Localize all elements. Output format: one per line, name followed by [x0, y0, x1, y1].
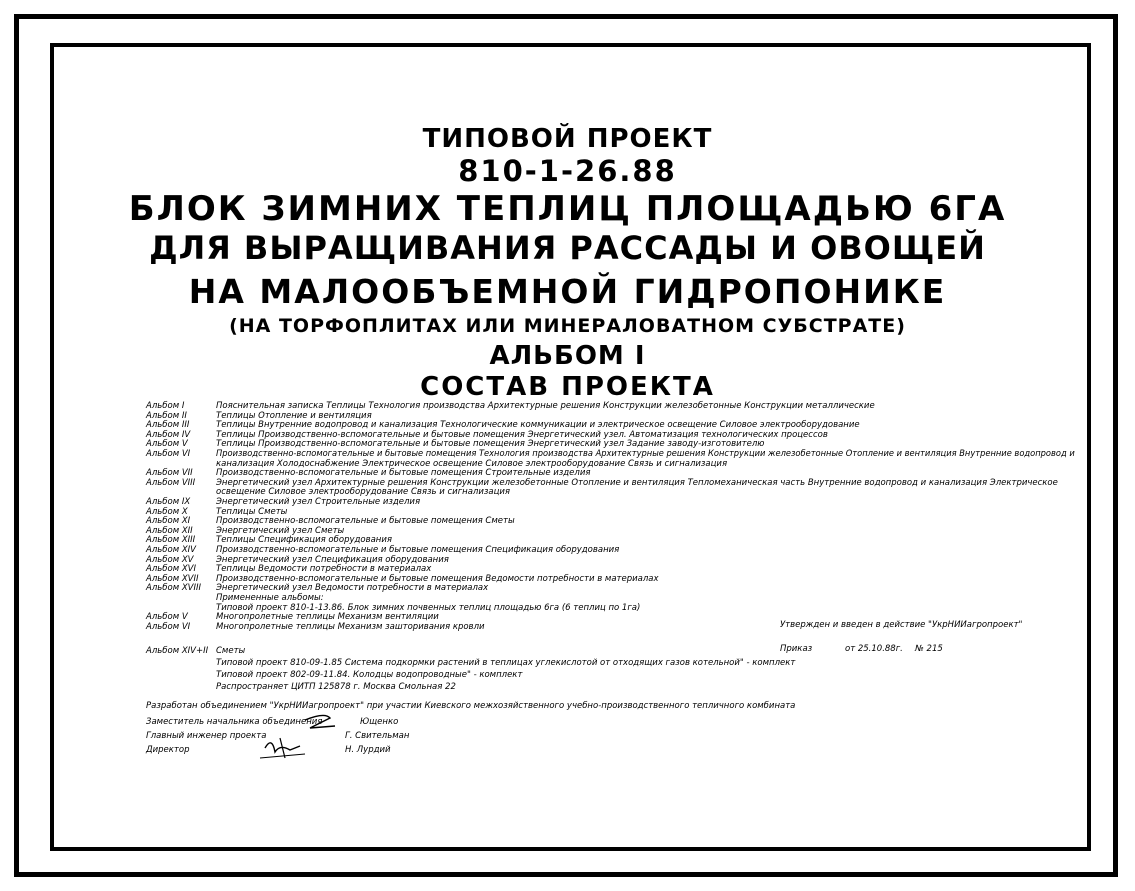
album-description: Пояснительная записка Теплицы Технология производства Архитектурные решения Конструкции железобетонные Конструкции металлические	[216, 401, 875, 411]
album-description: Энергетический узел Сметы	[216, 526, 345, 536]
signature-role-chief-engineer: Главный инженер проекта	[146, 731, 267, 741]
title-line-hydroponics: НА МАЛООБЪЕМНОЙ ГИДРОПОНИКЕ	[188, 272, 947, 311]
album-label: Альбом VI	[146, 449, 191, 459]
title-line-block: БЛОК ЗИМНИХ ТЕПЛИЦ ПЛОЩАДЬЮ 6ГА	[128, 189, 1007, 229]
signature-role-director: Директор	[146, 745, 190, 755]
album-label: Альбом III	[146, 420, 190, 430]
signature-name-director: Н. Лурдий	[345, 745, 391, 755]
album-description: Производственно-вспомогательные и бытовые помещения Спецификация оборудования	[216, 545, 620, 555]
approval-text: Утвержден и введен в действие "УкрНИИагропроект"	[780, 620, 1023, 630]
approval-order: Приказ	[780, 644, 813, 654]
album-description: освещение Силовое электрооборудование Связь и сигнализация	[216, 487, 511, 497]
approval-number: № 215	[915, 644, 943, 654]
signature-name-chief-engineer: Г. Свительман	[345, 731, 410, 741]
album-label: Альбом IX	[146, 497, 191, 507]
project-number: 810-1-26.88	[458, 154, 677, 188]
album-description: Энергетический узел Ведомости потребности в материалах	[216, 583, 489, 593]
album-description: Типовой проект 810-1-13.86. Блок зимних почвенных теплиц площадью 6га (6 теплиц по 1га)	[216, 603, 641, 613]
title-line-purpose: ДЛЯ ВЫРАЩИВАНИЯ РАССАДЫ И ОВОЩЕЙ	[149, 229, 986, 267]
album-description: Производственно-вспомогательные и бытовые помещения Строительные изделия	[216, 468, 591, 478]
album-title: АЛЬБОМ I	[489, 341, 646, 371]
album-xiv-text: Сметы	[216, 646, 246, 656]
album-xiv-label: Альбом XIV+II	[146, 646, 209, 656]
album-label: Альбом XV	[146, 555, 194, 565]
album-description: Энергетический узел Строительные изделия	[216, 497, 421, 507]
album-description: Многопролетные теплицы Механизм вентиляции	[216, 612, 439, 622]
album-label: Альбом VII	[146, 468, 193, 478]
album-description: Производственно-вспомогательные и бытовые помещения Сметы	[216, 516, 515, 526]
handwritten-signatures	[250, 708, 360, 768]
album-description: Теплицы Отопление и вентиляция	[216, 411, 372, 421]
album-label: Альбом XIV	[146, 545, 196, 555]
album-description: Теплицы Спецификация оборудования	[216, 535, 392, 545]
album-label: Альбом V	[146, 439, 188, 449]
album-label: Альбом X	[146, 507, 188, 517]
album-label: Альбом IV	[146, 430, 191, 440]
album-label: Альбом XVII	[146, 574, 199, 584]
album-label: Альбом XVI	[146, 564, 196, 574]
album-description: канализация Холодоснабжение Электрическое освещение Силовое электрооборудование Связь и сигнализация	[216, 459, 728, 469]
title-line-substrate: (НА ТОРФОПЛИТАХ ИЛИ МИНЕРАЛОВАТНОМ СУБСТРАТЕ)	[229, 315, 906, 337]
reference-line-2: Типовой проект 802-09-11.84. Колодцы водопроводные" - комплект	[216, 670, 523, 680]
album-label: Альбом VIII	[146, 478, 196, 488]
album-description: Теплицы Производственно-вспомогательные и бытовые помещения Энергетический узел Задание заводу-изготовителю	[216, 439, 765, 449]
album-label: Альбом XI	[146, 516, 191, 526]
signature-role-deputy: Заместитель начальника объединения	[146, 717, 323, 727]
album-label: Альбом VI	[146, 622, 191, 632]
contents-title: СОСТАВ ПРОЕКТА	[420, 372, 715, 402]
title-typical-project: ТИПОВОЙ ПРОЕКТ	[422, 124, 713, 154]
album-label: Альбом II	[146, 411, 187, 421]
album-description: Теплицы Ведомости потребности в материалах	[216, 564, 432, 574]
developer-line: Разработан объединением "УкрНИИагропроект" при участии Киевского межхозяйственного учебно-производственного тепличного комбината	[146, 701, 796, 711]
approval-date: от 25.10.88г.	[845, 644, 903, 654]
album-label: Альбом XVIII	[146, 583, 201, 593]
reference-line-1: Типовой проект 810-09-1.85 Система подкормки растений в теплицах углекислотой от отходящих газов котельной" - комплект	[216, 658, 796, 668]
album-label: Альбом V	[146, 612, 188, 622]
album-description: Теплицы Производственно-вспомогательные и бытовые помещения Энергетический узел. Автоматизация технологических процессов	[216, 430, 828, 440]
album-description: Многопролетные теплицы Механизм зашторивания кровли	[216, 622, 485, 632]
album-description: Производственно-вспомогательные и бытовые помещения Технология производства Архитектурные решения Конструкции железобетонные Отопление и вентиляция Внутренние водопровод и	[216, 449, 1075, 459]
album-label: Альбом I	[146, 401, 185, 411]
reference-line-3: Распространяет ЦИТП 125878 г. Москва Смольная 22	[216, 682, 456, 692]
album-description: Теплицы Внутренние водопровод и канализация Технологические коммуникации и электрическое освещение Силовое электрооборудование	[216, 420, 860, 430]
album-label: Альбом XIII	[146, 535, 196, 545]
signature-name-deputy: Ющенко	[360, 717, 399, 727]
album-description: Теплицы Сметы	[216, 507, 288, 517]
album-description: Энергетический узел Архитектурные решения Конструкции железобетонные Отопление и вентиляция Тепломеханическая часть Внутренние водопровод и канализация Электрическое	[216, 478, 1058, 488]
album-description: Энергетический узел Спецификация оборудования	[216, 555, 449, 565]
album-description: Примененные альбомы:	[216, 593, 324, 603]
album-label: Альбом XII	[146, 526, 193, 536]
album-description: Производственно-вспомогательные и бытовые помещения Ведомости потребности в материалах	[216, 574, 659, 584]
